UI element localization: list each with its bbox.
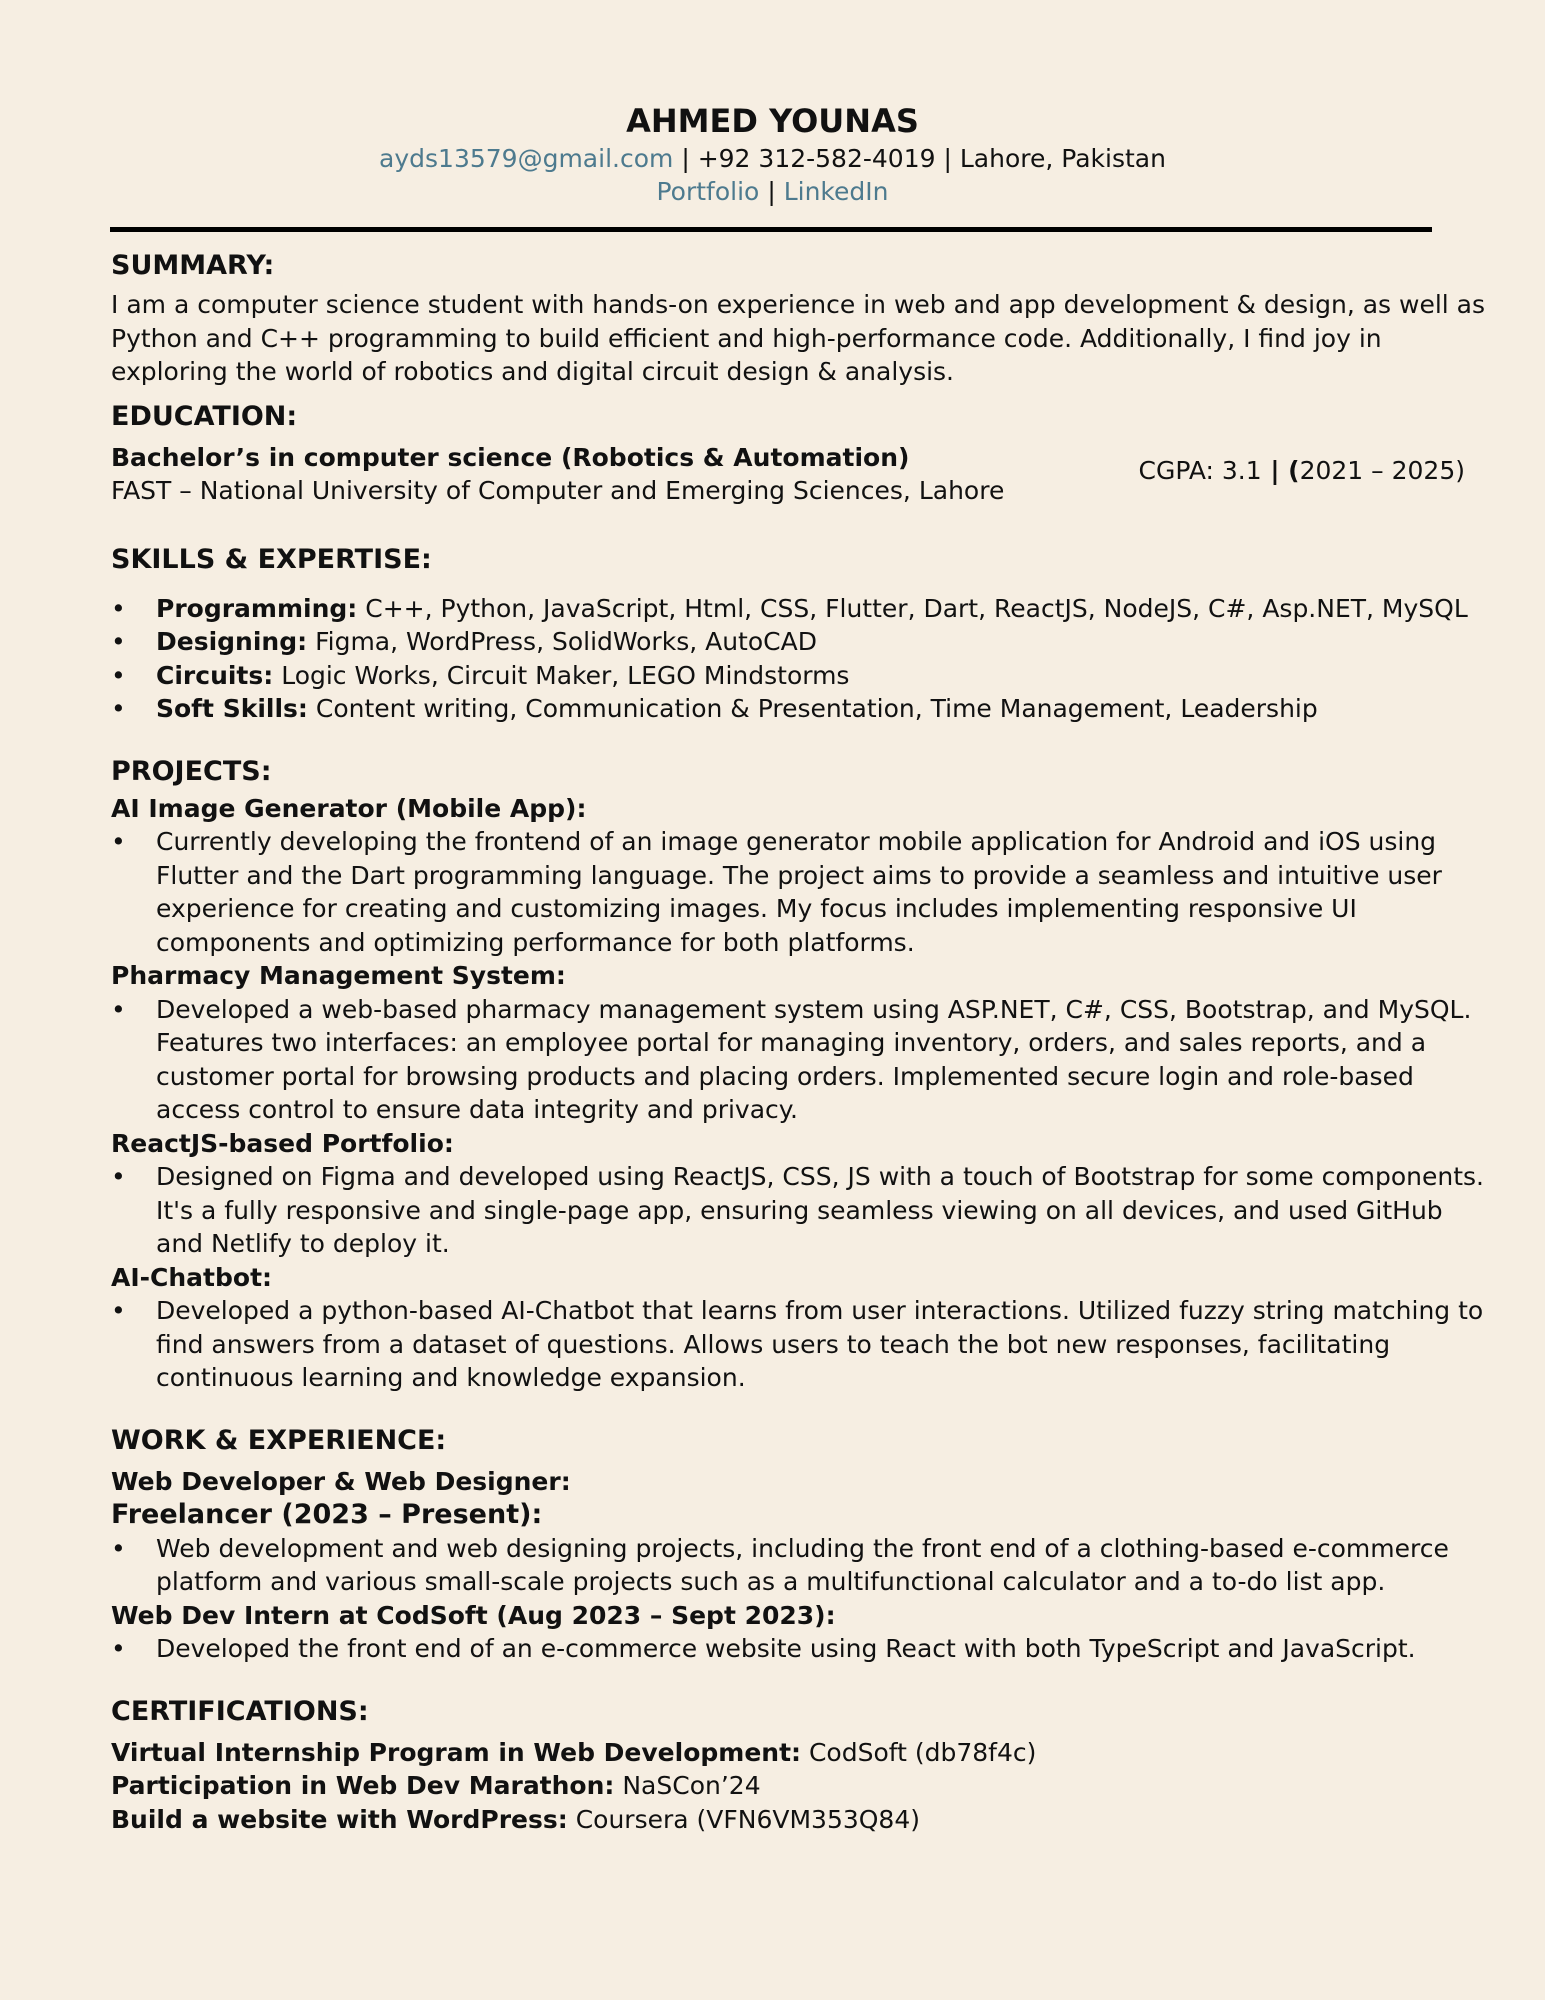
skills-list: [111, 592, 1491, 726]
skill-value: Figma, WordPress, SolidWorks, AutoCAD: [307, 627, 817, 656]
bullet-icon: •: [111, 1533, 126, 1563]
job-subtitle: Freelancer (2023 – Present):: [111, 1499, 543, 1530]
resume-header: [0, 100, 1545, 208]
bullet-icon: •: [111, 827, 126, 856]
bullet-icon: •: [111, 1634, 126, 1663]
project-description: Developed a python-based AI-Chatbot that learns from user interactions. Utilized fuzzy string matching to find answers from a dataset of questions. Allows users to teach the bot new responses, facilitating continuous learning and knowledge expansion.: [156, 1296, 1484, 1392]
work-section: [111, 1421, 1491, 1666]
bullet-icon: •: [111, 694, 126, 723]
section-heading: EDUCATION:: [111, 400, 298, 432]
section-heading: CERTIFICATIONS:: [111, 1695, 369, 1727]
certification-item: [111, 1736, 1491, 1770]
skill-label: Soft Skills:: [156, 694, 308, 723]
projects-section: [111, 752, 1491, 1395]
school-name: FAST – National University of Computer and Emerging Sciences, Lahore: [111, 476, 1005, 505]
project-details: [111, 825, 1491, 959]
project-description: Currently developing the frontend of an image generator mobile application for Android and iOS using Flutter and the Dart programming language. The project aims to provide a seamless and intuitive user experience for creating and customizing images. My focus includes implementing responsive UI components and optimizing performance for both platforms.: [156, 827, 1442, 957]
summary-text: I am a computer science student with hands-on experience in web and app development & design, as well as Python and C++ programming to build efficient and high-performance code. Additionally, I find joy in exploring the world of robotics and digital circuit design & analysis.: [111, 290, 1486, 386]
header-divider: [110, 227, 1432, 232]
project-title: ReactJS-based Portfolio:: [111, 1128, 454, 1158]
job-description: Developed the front end of an e-commerce website using React with both TypeScript and JavaScript.: [156, 1634, 1416, 1663]
project-details: [111, 1160, 1491, 1261]
certification-name: Virtual Internship Program in Web Development:: [111, 1737, 802, 1767]
portfolio-link[interactable]: Portfolio: [656, 177, 760, 206]
skill-item: [111, 659, 1491, 693]
section-heading: WORK & EXPERIENCE:: [111, 1424, 447, 1456]
project-title: Pharmacy Management System:: [111, 961, 566, 990]
phone-number: +92 312-582-4019: [697, 144, 936, 173]
cgpa-years: [1139, 454, 1465, 488]
section-heading: PROJECTS:: [111, 755, 272, 787]
certification-issuer: NaSCon’24: [614, 1771, 761, 1800]
separator: |: [681, 144, 690, 173]
certifications-section: [111, 1692, 1491, 1837]
project-description: Designed on Figma and developed using ReactJS, CSS, JS with a touch of Bootstrap for some components. It's a fully responsive and single-page app, ensuring seamless viewing on all devices, and used GitHub and Netlify to deploy it.: [156, 1162, 1484, 1258]
section-heading: SKILLS & EXPERTISE:: [111, 543, 432, 575]
certification-issuer: Coursera (VFN6VM353Q84): [567, 1804, 920, 1834]
certification-item: [111, 1769, 1491, 1803]
list-item: [111, 1532, 1491, 1599]
summary-section: [111, 246, 1491, 389]
skill-value: C++, Python, JavaScript, Html, CSS, Flutter, Dart, ReactJS, NodeJS, C#, Asp.NET, MySQL: [357, 593, 1468, 623]
email-link[interactable]: ayds13579@gmail.com: [379, 144, 674, 173]
skill-item: [111, 592, 1491, 626]
job-title: Web Developer & Web Designer:: [111, 1466, 571, 1496]
separator: |: [767, 177, 776, 206]
skill-value: Logic Works, Circuit Maker, LEGO Mindstorms: [273, 660, 850, 690]
list-item: [111, 825, 1491, 959]
bullet-icon: •: [111, 627, 126, 656]
cgpa-separator: | (: [1261, 455, 1300, 485]
job-details: [111, 1632, 1491, 1666]
education-section: [111, 397, 1491, 508]
contact-line: [0, 142, 1545, 175]
list-item: [111, 1294, 1491, 1395]
skill-item: [111, 625, 1491, 659]
bullet-icon: •: [111, 1162, 126, 1191]
bullet-icon: •: [111, 994, 126, 1024]
job-description: Web development and web designing projects, including the front end of a clothing-based e-commerce platform and various small-scale projects such as a multifunctional calculator and a to-do list app.: [156, 1533, 1449, 1596]
bullet-icon: •: [111, 1296, 126, 1325]
skills-section: [111, 540, 1491, 726]
list-item: [111, 1632, 1491, 1666]
project-details: [111, 993, 1491, 1127]
job-details: [111, 1532, 1491, 1599]
job-title: Web Dev Intern at CodSoft (Aug 2023 – Sept 2023):: [111, 1600, 836, 1630]
project-title: AI-Chatbot:: [111, 1262, 273, 1292]
skill-value: Content writing, Communication & Presentation, Time Management, Leadership: [307, 694, 1318, 723]
candidate-name: AHMED YOUNAS: [626, 102, 919, 140]
skill-label: Programming:: [156, 593, 358, 623]
certification-name: Build a website with WordPress:: [111, 1804, 568, 1834]
section-heading: SUMMARY:: [111, 250, 275, 281]
skill-label: Designing:: [156, 627, 308, 656]
certification-item: [111, 1803, 1491, 1837]
linkedin-link[interactable]: LinkedIn: [783, 177, 889, 206]
skill-label: Circuits:: [156, 660, 274, 690]
list-item: [111, 993, 1491, 1127]
bullet-icon: •: [111, 593, 126, 623]
degree-title: Bachelor’s in computer science (Robotics & Automation): [111, 442, 910, 472]
links-line: [0, 175, 1545, 208]
separator: |: [943, 144, 952, 173]
cgpa-value: CGPA: 3.1: [1138, 455, 1262, 485]
location: Lahore, Pakistan: [959, 144, 1166, 173]
resume-body: [111, 246, 1491, 1836]
project-title: AI Image Generator (Mobile App):: [111, 793, 587, 823]
list-item: [111, 1160, 1491, 1261]
certification-name: Participation in Web Dev Marathon:: [111, 1771, 615, 1800]
project-description: Developed a web-based pharmacy management system using ASP.NET, C#, CSS, Bootstrap, and MySQL. Features two interfaces: an employee portal for managing inventory, orders, and sales reports, and a customer portal for browsing products and placing orders. Implemented secure login and role-based access control to ensure data integrity and privacy.: [156, 994, 1472, 1124]
study-years: 2021 – 2025): [1299, 455, 1465, 485]
skill-item: [111, 692, 1491, 726]
bullet-icon: •: [111, 660, 126, 690]
certification-issuer: CodSoft (db78f4c): [801, 1737, 1037, 1767]
education-entry: [111, 441, 1491, 508]
project-details: [111, 1294, 1491, 1395]
